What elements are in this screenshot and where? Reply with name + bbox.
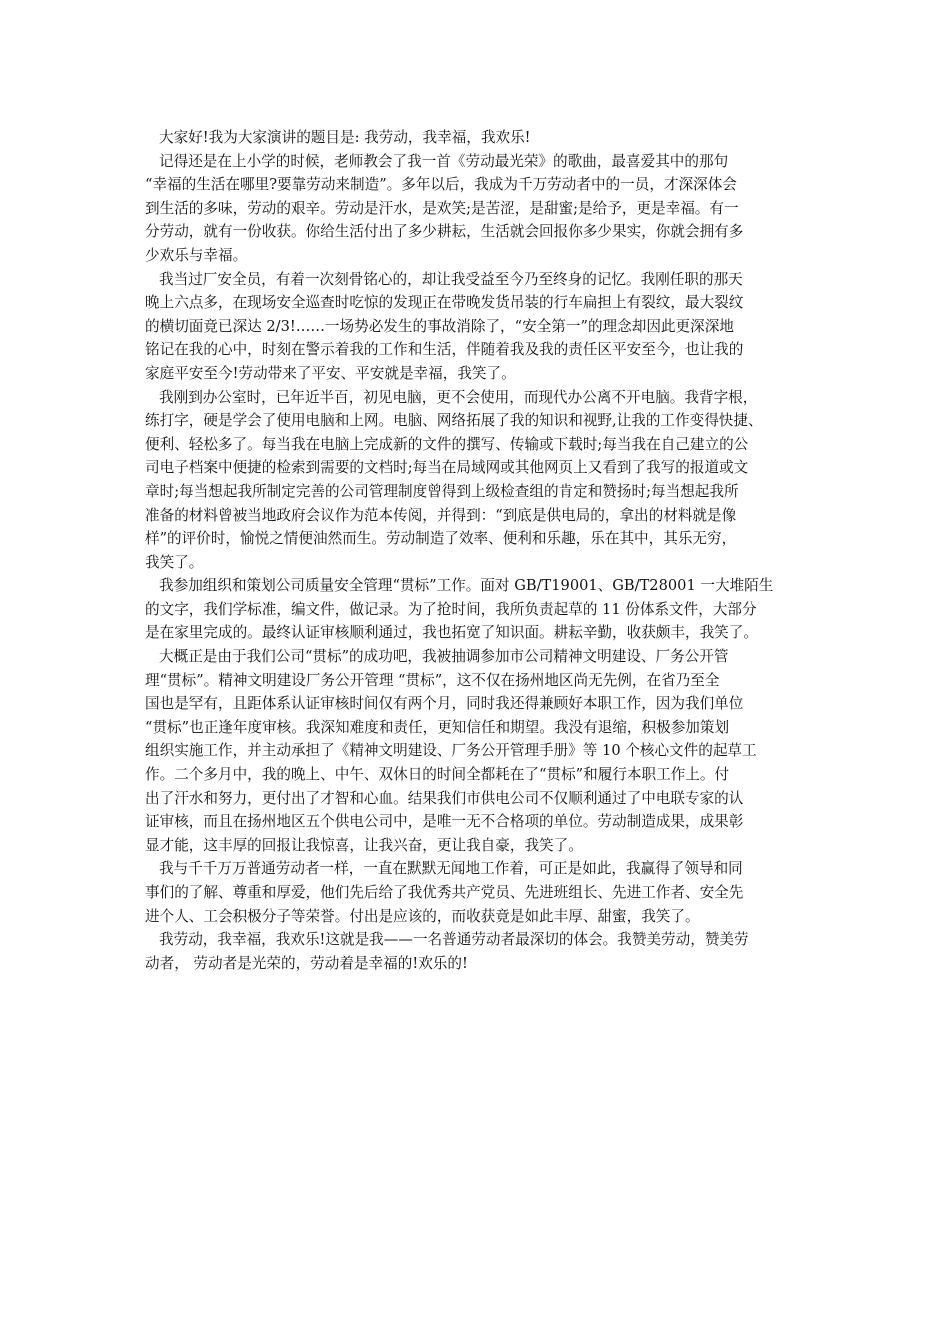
text-line: 进个人、工会积极分子等荣誉。付出是应该的，而收获竟是如此丰厚、甜蜜，我笑了。	[145, 907, 700, 925]
text-line: 到生活的多味，劳动的艰辛。劳动是汗水，是欢笑;是苦涩，是甜蜜;是给予，更是幸福。有一	[145, 199, 739, 217]
text-line: 证审核，而且在扬州地区五个供电公司中，是唯一无不合格项的单位。劳动制造成果，成果彰	[145, 813, 744, 831]
text-line: “幸福的生活在哪里?要靠劳动来制造”。多年以后，我成为千万劳动者中的一员，才深深体会	[145, 176, 737, 194]
text-line: 我笑了。	[145, 553, 204, 571]
text-line: 晚上六点多，在现场安全巡查时吃惊的发现正在带晚发货吊装的行车扁担上有裂纹，最大裂纹	[145, 294, 744, 312]
text-line: 我当过厂安全员，有着一次刻骨铭心的，却让我受益至今乃至终身的记忆。我刚任职的那天	[159, 270, 743, 288]
text-line: 作。二个多月中，我的晚上、中午、双休日的时间全都耗在了“贯标”和履行本职工作上。付	[145, 766, 730, 784]
text-line: 练打字，硬是学会了使用电脑和上网。电脑、网络拓展了我的知识和视野,让我的工作变得快捷、	[145, 412, 763, 430]
text-line: 我与千千万万普通劳动者一样，一直在默默无闻地工作着，可正是如此，我赢得了领导和同	[159, 860, 743, 878]
text-line: “贯标”也正逢年度审核。我深知难度和责任，更知信任和期望。我没有退缩，积极参加策划	[145, 718, 730, 736]
text-line: 大概正是由于我们公司“贯标”的成功吧，我被抽调参加市公司精神文明建设、厂务公开管	[159, 648, 729, 666]
document-body	[145, 126, 825, 975]
text-line: 显才能，这丰厚的回报让我惊喜，让我兴奋，更让我自豪，我笑了。	[145, 836, 583, 854]
text-line: 出了汗水和努力，更付出了才智和心血。结果我们市供电公司不仅顺利通过了中电联专家的认	[145, 789, 744, 807]
text-line: 便利、轻松多了。每当我在电脑上完成新的文件的撰写、传输或下载时;每当我在自己建立的公	[145, 435, 749, 453]
text-line: 准备的材料曾被当地政府会议作为范本传阅，并得到：“到底是供电局的，拿出的材料就是像	[145, 506, 737, 524]
text-line: 动者， 劳动者是光荣的，劳动着是幸福的!欢乐的!	[145, 954, 468, 972]
text-line: 少欢乐与幸福。	[145, 246, 248, 264]
text-line: 我刚到办公室时，已年近半百，初见电脑，更不会使用，而现代办公离不开电脑。我背字根，	[159, 388, 758, 406]
text-line: 样”的评价时，愉悦之情便油然而生。劳动制造了效率、便利和乐趣，乐在其中，其乐无穷，	[145, 530, 737, 548]
text-line: 事们的了解、尊重和厚爱，他们先后给了我优秀共产党员、先进班组长、先进工作者、安全先	[145, 884, 744, 901]
text-line: 家庭平安至今!劳动带来了平安、平安就是幸福，我笑了。	[145, 364, 516, 382]
text-line: 的文字，我们学标准，编文件，做记录。为了抢时间，我所负责起草的 11 份体系文件，大部分	[145, 600, 757, 618]
text-line: 分劳动，就有一份收获。你给生活付出了多少耕耘，生活就会回报你多少果实，你就会拥有多	[145, 223, 744, 241]
text-line: 我劳动，我幸福，我欢乐!这就是我——一名普通劳动者最深切的体会。我赞美劳动，赞美劳	[159, 931, 749, 949]
text-line: 司电子档案中便捷的检索到需要的文档时;每当在局域网或其他网页上又看到了我写的报道或文	[145, 459, 749, 477]
text-line: 是在家里完成的。最终认证审核顺利通过，我也拓宽了知识面。耕耘辛勤，收获颇丰，我笑了。	[145, 624, 758, 642]
text-line: 国也是罕有，且距体系认证审核时间仅有两个月，同时我还得兼顾好本职工作，因为我们单位	[145, 695, 744, 713]
text-line: 大家好!我为大家演讲的题目是: 我劳动，我幸福，我欢乐!	[159, 129, 531, 146]
text-line: 铭记在我的心中，时刻在警示着我的工作和生活，伴随着我及我的责任区平安至今，也让我的	[145, 341, 744, 359]
text-line: 章时;每当想起我所制定完善的公司管理制度曾得到上级检查组的肯定和赞扬时;每当想起我所	[145, 482, 739, 500]
text-line: 理“贯标”。精神文明建设厂务公开管理 “贯标”，这不仅在扬州地区尚无先例，在省乃至全	[145, 671, 720, 689]
text-line: 记得还是在上小学的时候，老师教会了我一首《劳动最光荣》的歌曲，最喜爱其中的那句	[159, 152, 729, 170]
text-line: 组织实施工作，并主动承担了《精神文明建设、厂务公开管理手册》等 10 个核心文件的起草工	[145, 742, 757, 760]
text-line: 的横切面竟已深达 2/3!……一场势必发生的事故消除了，“安全第一”的理念却因此更深深地	[145, 317, 734, 335]
text-line: 我参加组织和策划公司质量安全管理“贯标”工作。面对 GB/T19001、GB/T28001 一大堆陌生	[159, 577, 774, 595]
